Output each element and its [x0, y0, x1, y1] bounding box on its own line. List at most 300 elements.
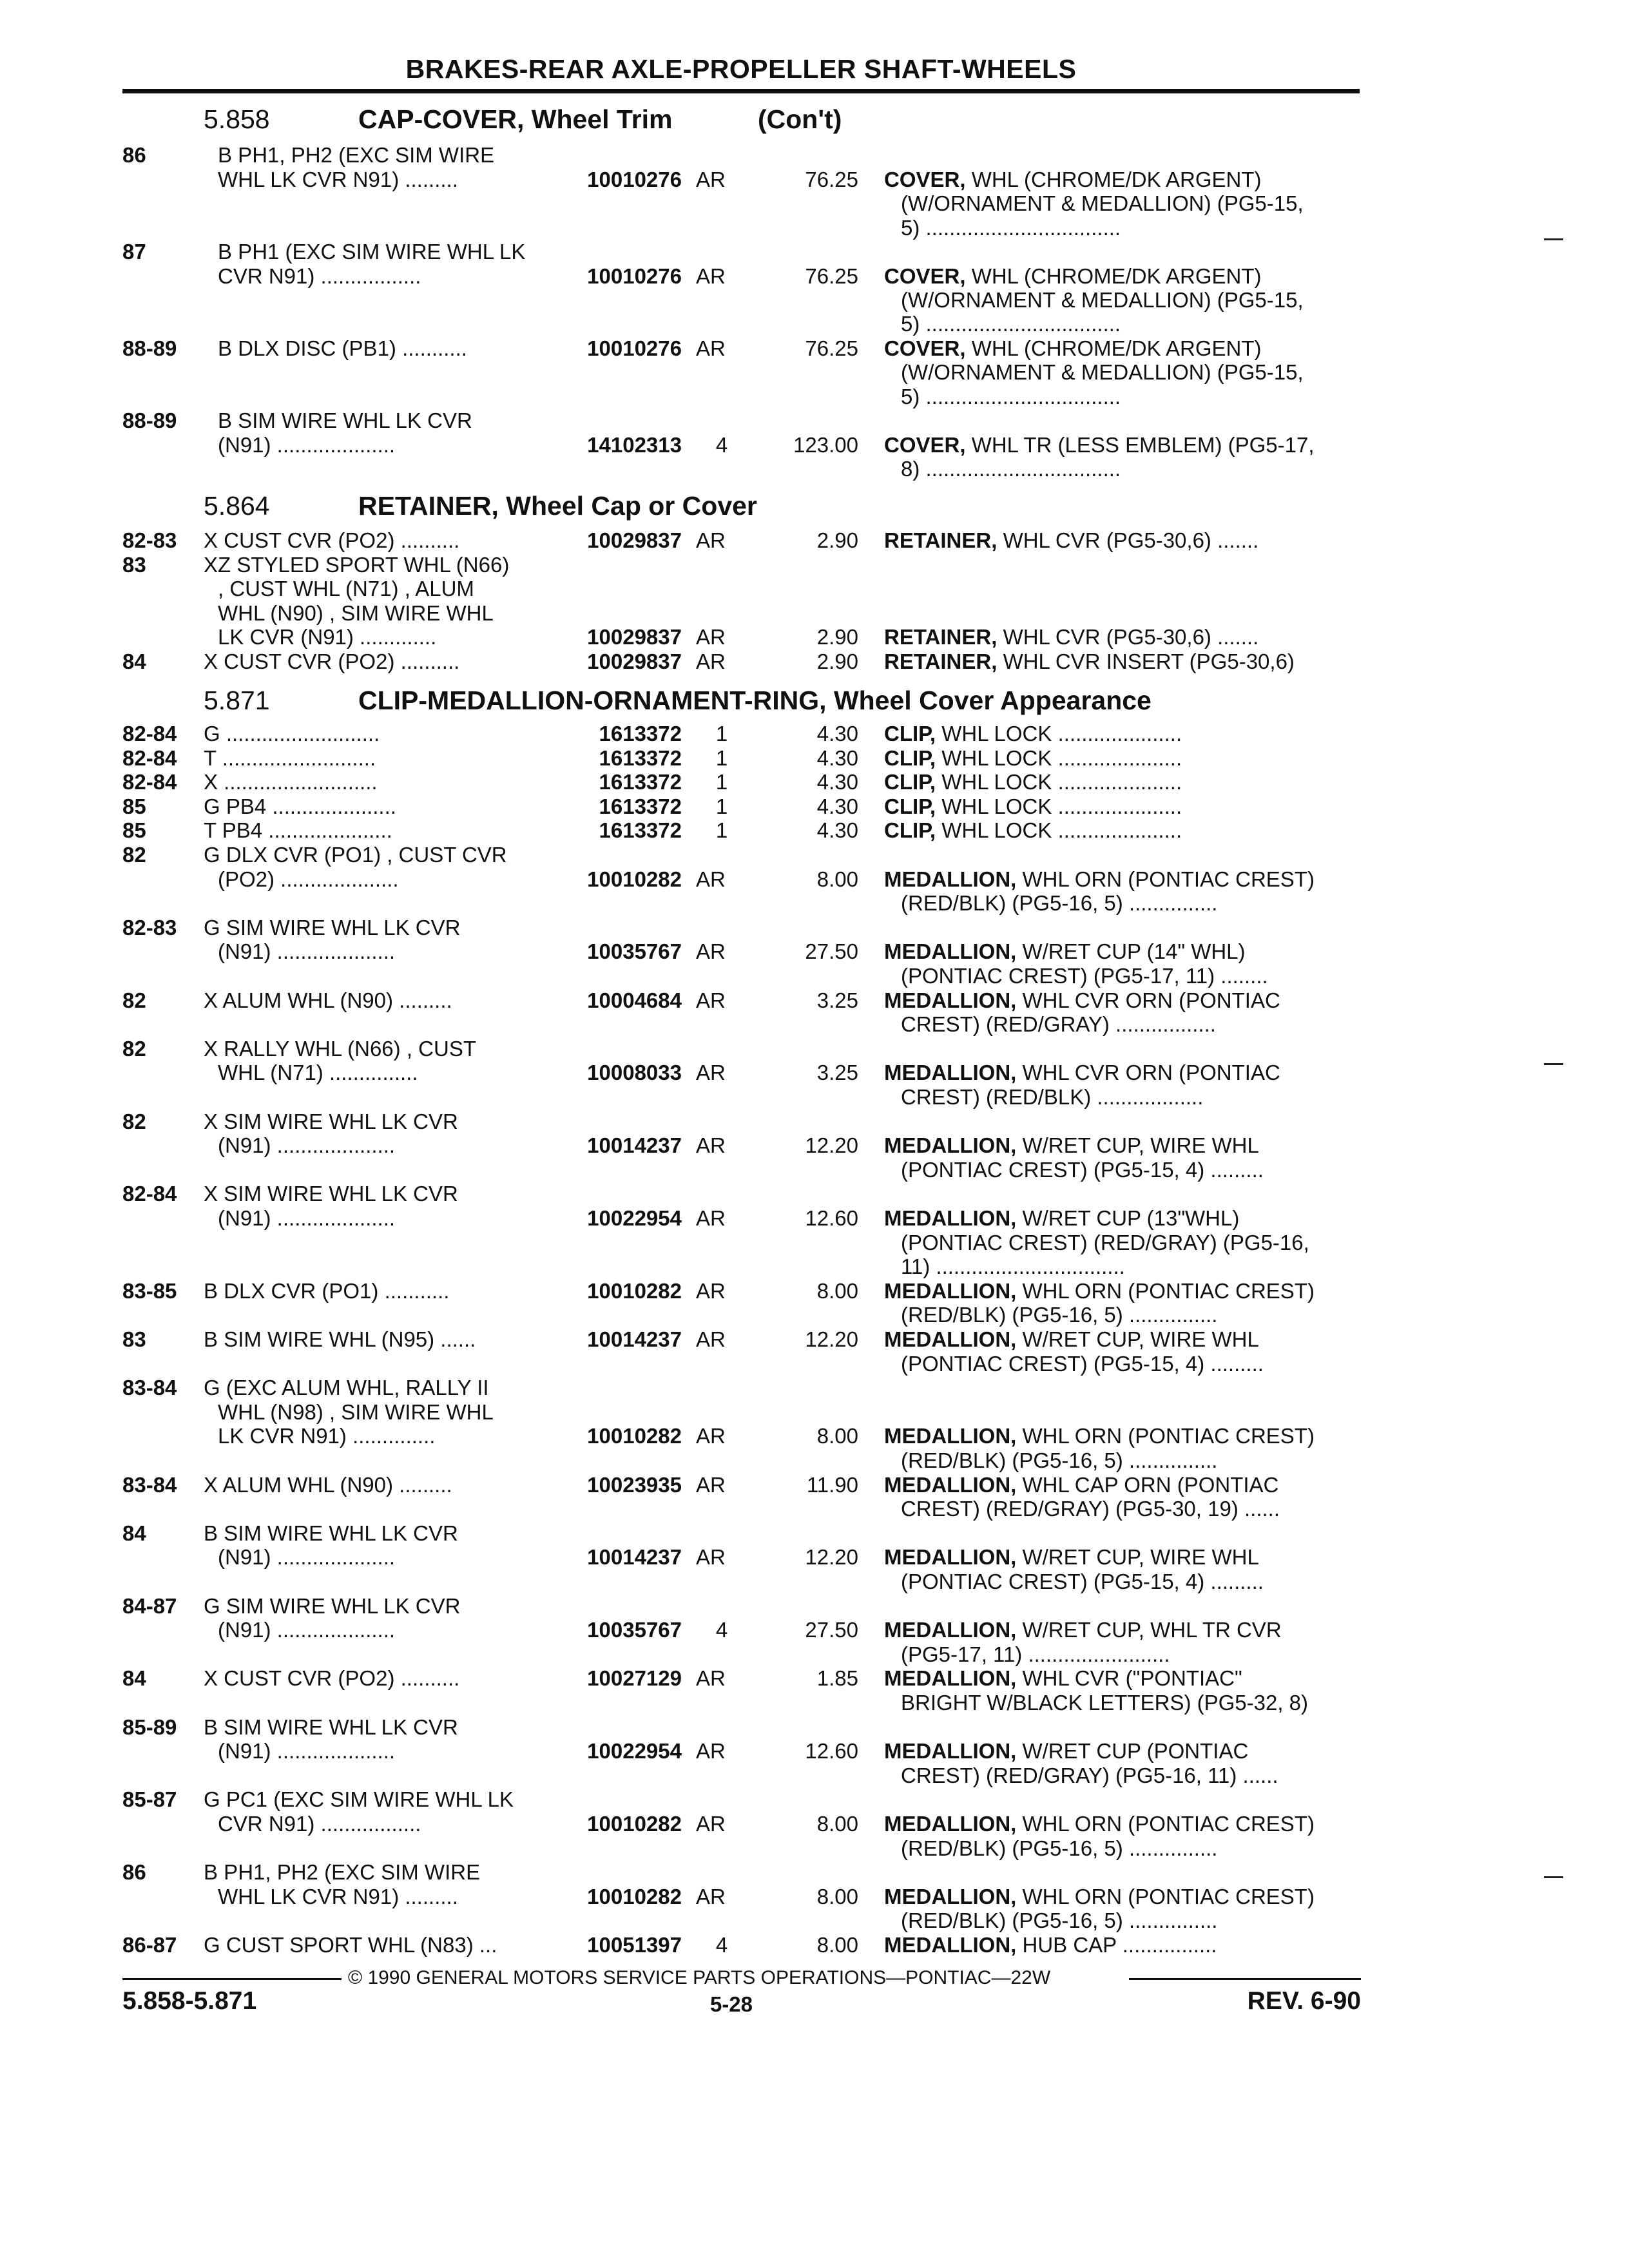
description-keyword: MEDALLION, — [884, 1206, 1017, 1230]
description-keyword: MEDALLION, — [884, 1933, 1017, 1957]
quantity: AR — [696, 1885, 726, 1908]
description-continued: (PONTIAC CREST) (PG5-15, 4) ......... — [901, 1352, 1264, 1376]
price: 2.90 — [816, 649, 858, 673]
table-row — [0, 1908, 1629, 1933]
model-years: 88-89 — [122, 336, 177, 360]
table-row — [0, 722, 1629, 746]
description-keyword: COVER, — [884, 336, 966, 360]
part-number: 10010276 — [587, 168, 682, 191]
description-keyword: COVER, — [884, 168, 966, 191]
table-row — [0, 1521, 1629, 1546]
section-title: CAP-COVER, Wheel Trim — [358, 104, 673, 134]
application: X SIM WIRE WHL LK CVR — [204, 1182, 458, 1206]
table-row — [0, 1666, 1629, 1691]
description-continued: (PONTIAC CREST) (PG5-17, 11) ........ — [901, 964, 1268, 988]
quantity: 4 — [715, 433, 728, 457]
table-row — [0, 168, 1629, 192]
description-keyword: CLIP, — [884, 770, 936, 794]
part-number: 1613372 — [599, 770, 682, 794]
description-continued: BRIGHT W/BLACK LETTERS) (PG5-32, 8) — [901, 1691, 1309, 1715]
part-number: 10029837 — [587, 528, 682, 552]
price: 4.30 — [816, 722, 858, 745]
page-title: BRAKES-REAR AXLE-PROPELLER SHAFT-WHEELS — [405, 54, 1077, 84]
description-text: W/RET CUP, WIRE WHL — [1016, 1545, 1259, 1569]
description-text: WHL CVR (PG5-30,6) ....... — [997, 625, 1259, 649]
application: (N91) .................... — [218, 1133, 396, 1157]
description-text: WHL ORN (PONTIAC CREST) — [1016, 1424, 1315, 1448]
table-row — [0, 433, 1629, 457]
description-keyword: MEDALLION, — [884, 1666, 1017, 1690]
price: 8.00 — [816, 1885, 858, 1908]
description-text: WHL ORN (PONTIAC CREST) — [1016, 1812, 1315, 1836]
description — [884, 1933, 1361, 1957]
table-row — [0, 1570, 1629, 1594]
description-continued: (PONTIAC CREST) (PG5-15, 4) ......... — [901, 1570, 1264, 1593]
price: 3.25 — [816, 1061, 858, 1084]
description — [884, 722, 1361, 746]
table-row — [0, 1836, 1629, 1861]
part-number: 10010276 — [587, 264, 682, 288]
margin-tick — [1544, 1063, 1563, 1065]
application: T PB4 ..................... — [204, 818, 392, 842]
application: X ALUM WHL (N90) ......... — [204, 988, 452, 1012]
application: (PO2) .................... — [218, 867, 399, 891]
model-years: 88-89 — [122, 408, 177, 432]
part-number: 1613372 — [599, 722, 682, 745]
application: B DLX DISC (PB1) ........... — [218, 336, 467, 360]
quantity: AR — [696, 336, 726, 360]
description-text: HUB CAP ................ — [1016, 1933, 1217, 1957]
description-continued: (PG5-17, 11) ........................ — [901, 1642, 1170, 1666]
description-text: WHL CVR ORN (PONTIAC — [1016, 988, 1280, 1012]
model-years: 83 — [122, 1327, 146, 1351]
description-continued: (RED/BLK) (PG5-16, 5) ............... — [901, 1836, 1218, 1860]
description — [884, 1618, 1361, 1642]
description-continued: (W/ORNAMENT & MEDALLION) (PG5-15, — [901, 191, 1304, 215]
quantity: AR — [696, 625, 726, 649]
table-row — [0, 794, 1629, 819]
application: X CUST CVR (PO2) .......... — [204, 649, 460, 673]
model-years: 84-87 — [122, 1594, 177, 1618]
table-row — [0, 1860, 1629, 1885]
application: LK CVR N91) .............. — [218, 1424, 436, 1448]
section-number: 5.858 — [204, 104, 270, 134]
part-number: 10010282 — [587, 1279, 682, 1303]
quantity: AR — [696, 168, 726, 191]
quantity: 1 — [715, 746, 728, 770]
footer-page-number: 5-28 — [709, 1992, 753, 2016]
description — [884, 649, 1361, 674]
price: 12.20 — [805, 1545, 858, 1569]
quantity: AR — [696, 1473, 726, 1497]
description-keyword: CLIP, — [884, 746, 936, 770]
table-row — [0, 457, 1629, 481]
table-row — [0, 1012, 1629, 1037]
description — [884, 1739, 1361, 1763]
description-continued: CREST) (RED/GRAY) (PG5-30, 19) ...... — [901, 1497, 1280, 1521]
description-text: W/RET CUP, WIRE WHL — [1016, 1133, 1259, 1157]
table-row — [0, 601, 1629, 626]
description-keyword: MEDALLION, — [884, 1473, 1017, 1497]
part-number: 10014237 — [587, 1133, 682, 1157]
description-text: WHL CAP ORN (PONTIAC — [1016, 1473, 1279, 1497]
description-keyword: RETAINER, — [884, 528, 998, 552]
table-row — [0, 1763, 1629, 1788]
table-row — [0, 1061, 1629, 1085]
part-number: 14102313 — [587, 433, 682, 457]
quantity: AR — [696, 1061, 726, 1084]
footer-section-range: 5.858-5.871 — [122, 1987, 257, 2015]
table-row — [0, 312, 1629, 336]
quantity: AR — [696, 1133, 726, 1157]
section-continued: (Con't) — [758, 104, 842, 134]
table-row — [0, 216, 1629, 240]
description — [884, 1424, 1361, 1448]
application: G PC1 (EXC SIM WIRE WHL LK — [204, 1787, 514, 1811]
table-row — [0, 1303, 1629, 1327]
table-row — [0, 770, 1629, 794]
description-keyword: MEDALLION, — [884, 1739, 1017, 1763]
application: B SIM WIRE WHL (N95) ...... — [204, 1327, 476, 1351]
description — [884, 433, 1361, 457]
table-row — [0, 1933, 1629, 1957]
table-row — [0, 577, 1629, 601]
description — [884, 264, 1361, 289]
table-row — [0, 528, 1629, 553]
description-keyword: MEDALLION, — [884, 1133, 1017, 1157]
table-row — [0, 1448, 1629, 1473]
application: (N91) .................... — [218, 1545, 396, 1569]
table-row — [0, 1594, 1629, 1619]
model-years: 83 — [122, 553, 146, 577]
table-row — [0, 1691, 1629, 1715]
model-years: 86-87 — [122, 1933, 177, 1957]
quantity: AR — [696, 988, 726, 1012]
table-row — [0, 625, 1629, 649]
application: X SIM WIRE WHL LK CVR — [204, 1110, 458, 1133]
description-continued: 5) ................................. — [901, 312, 1121, 336]
part-number: 10010282 — [587, 1885, 682, 1908]
application: X CUST CVR (PO2) .......... — [204, 528, 460, 552]
application: WHL (N98) , SIM WIRE WHL — [218, 1400, 494, 1424]
section-heading — [204, 684, 1152, 716]
description-text: W/RET CUP (PONTIAC — [1016, 1739, 1249, 1763]
table-row — [0, 1473, 1629, 1497]
part-number: 10022954 — [587, 1739, 682, 1763]
table-row — [0, 1279, 1629, 1303]
application: B PH1, PH2 (EXC SIM WIRE — [218, 143, 495, 167]
description-continued: (RED/BLK) (PG5-16, 5) ............... — [901, 1908, 1218, 1932]
quantity: 1 — [715, 794, 728, 818]
application: XZ STYLED SPORT WHL (N66) — [204, 553, 510, 577]
description — [884, 1279, 1361, 1303]
description-text: WHL CVR ORN (PONTIAC — [1016, 1061, 1280, 1084]
application: G .......................... — [204, 722, 380, 745]
application: WHL LK CVR N91) ......... — [218, 1885, 458, 1908]
section-title: RETAINER, Wheel Cap or Cover — [358, 491, 757, 521]
description-continued: CREST) (RED/GRAY) (PG5-16, 11) ...... — [901, 1763, 1278, 1787]
table-row — [0, 891, 1629, 916]
model-years: 82-84 — [122, 746, 177, 770]
description-text: WHL ORN (PONTIAC CREST) — [1016, 1885, 1315, 1908]
application: X ALUM WHL (N90) ......... — [204, 1473, 452, 1497]
margin-tick — [1544, 1876, 1563, 1878]
quantity: AR — [696, 1424, 726, 1448]
application: X .......................... — [204, 770, 378, 794]
description-text: WHL (CHROME/DK ARGENT) — [965, 336, 1262, 360]
application: T .......................... — [204, 746, 376, 770]
description-keyword: MEDALLION, — [884, 1885, 1017, 1908]
description-keyword: MEDALLION, — [884, 1618, 1017, 1642]
model-years: 83-84 — [122, 1473, 177, 1497]
section-number: 5.864 — [204, 491, 270, 521]
description — [884, 939, 1361, 964]
description-text: W/RET CUP, WIRE WHL — [1016, 1327, 1259, 1351]
section-title: CLIP-MEDALLION-ORNAMENT-RING, Wheel Cover Appearance — [358, 686, 1152, 715]
description-text: W/RET CUP (13"WHL) — [1016, 1206, 1240, 1230]
model-years: 84 — [122, 649, 146, 673]
description-text: WHL CVR INSERT (PG5-30,6) — [997, 649, 1295, 673]
price: 2.90 — [816, 528, 858, 552]
quantity: 4 — [715, 1618, 728, 1642]
description — [884, 818, 1361, 843]
quantity: AR — [696, 1327, 726, 1351]
description-text: WHL CVR (PG5-30,6) ....... — [997, 528, 1259, 552]
description-text: WHL (CHROME/DK ARGENT) — [965, 168, 1262, 191]
model-years: 82-84 — [122, 1182, 177, 1206]
quantity: AR — [696, 1206, 726, 1230]
part-number: 10010282 — [587, 1424, 682, 1448]
table-row — [0, 818, 1629, 843]
description — [884, 770, 1361, 794]
table-row — [0, 964, 1629, 988]
table-row — [0, 385, 1629, 409]
description — [884, 336, 1361, 361]
model-years: 86 — [122, 143, 146, 167]
table-row — [0, 553, 1629, 577]
table-row — [0, 1037, 1629, 1061]
quantity: AR — [696, 1666, 726, 1690]
description-continued: 5) ................................. — [901, 385, 1121, 408]
application: G CUST SPORT WHL (N83) ... — [204, 1933, 497, 1957]
quantity: AR — [696, 649, 726, 673]
model-years: 85-89 — [122, 1715, 177, 1739]
description-keyword: RETAINER, — [884, 649, 998, 673]
table-row — [0, 1182, 1629, 1206]
description-text: WHL TR (LESS EMBLEM) (PG5-17, — [965, 433, 1315, 457]
part-number: 1613372 — [599, 746, 682, 770]
description-continued: CREST) (RED/BLK) .................. — [901, 1085, 1204, 1109]
table-row — [0, 1787, 1629, 1812]
table-row — [0, 264, 1629, 289]
model-years: 85 — [122, 818, 146, 842]
application: G SIM WIRE WHL LK CVR — [204, 916, 461, 939]
description-text: WHL LOCK ..................... — [936, 818, 1182, 842]
table-row — [0, 1110, 1629, 1134]
quantity: AR — [696, 1279, 726, 1303]
description-keyword: MEDALLION, — [884, 1812, 1017, 1836]
part-number: 10035767 — [587, 939, 682, 963]
description-text: WHL CVR ("PONTIAC" — [1016, 1666, 1242, 1690]
price: 12.20 — [805, 1327, 858, 1351]
description-continued: (RED/BLK) (PG5-16, 5) ............... — [901, 1303, 1218, 1327]
price: 8.00 — [816, 1279, 858, 1303]
description-keyword: COVER, — [884, 433, 966, 457]
table-row — [0, 988, 1629, 1013]
table-row — [0, 143, 1629, 168]
table-row — [0, 843, 1629, 867]
application: B SIM WIRE WHL LK CVR — [204, 1521, 458, 1545]
price: 76.25 — [805, 168, 858, 191]
application: B SIM WIRE WHL LK CVR — [218, 408, 472, 432]
quantity: AR — [696, 1545, 726, 1569]
part-number: 10029837 — [587, 625, 682, 649]
model-years: 82-84 — [122, 722, 177, 745]
application: WHL LK CVR N91) ......... — [218, 168, 458, 191]
quantity: AR — [696, 939, 726, 963]
description-keyword: COVER, — [884, 264, 966, 288]
description-keyword: MEDALLION, — [884, 1061, 1017, 1084]
header-rule — [122, 89, 1360, 93]
description — [884, 1812, 1361, 1836]
description-continued: (RED/BLK) (PG5-16, 5) ............... — [901, 891, 1218, 915]
quantity: AR — [696, 528, 726, 552]
application: B PH1 (EXC SIM WIRE WHL LK — [218, 240, 526, 264]
price: 2.90 — [816, 625, 858, 649]
application: (N91) .................... — [218, 1618, 396, 1642]
description-text: W/RET CUP (14" WHL) — [1016, 939, 1246, 963]
quantity: 1 — [715, 722, 728, 745]
price: 12.20 — [805, 1133, 858, 1157]
description — [884, 168, 1361, 192]
model-years: 82 — [122, 988, 146, 1012]
application: B DLX CVR (PO1) ........... — [204, 1279, 450, 1303]
part-number: 1613372 — [599, 794, 682, 818]
table-row — [0, 1133, 1629, 1158]
part-number: 10051397 — [587, 1933, 682, 1957]
description-continued: 5) ................................. — [901, 216, 1121, 240]
description-continued: 8) ................................. — [901, 457, 1121, 481]
quantity: AR — [696, 264, 726, 288]
application: (N91) .................... — [218, 433, 396, 457]
table-row — [0, 408, 1629, 433]
table-row — [0, 1642, 1629, 1667]
model-years: 85 — [122, 794, 146, 818]
part-number: 10035767 — [587, 1618, 682, 1642]
price: 4.30 — [816, 746, 858, 770]
price: 123.00 — [793, 433, 858, 457]
description-text: WHL LOCK ..................... — [936, 770, 1182, 794]
table-row — [0, 191, 1629, 216]
part-number: 10010276 — [587, 336, 682, 360]
price: 8.00 — [816, 867, 858, 891]
price: 27.50 — [805, 1618, 858, 1642]
application: CVR N91) ................. — [218, 264, 421, 288]
table-row — [0, 1231, 1629, 1255]
model-years: 83-85 — [122, 1279, 177, 1303]
table-row — [0, 1497, 1629, 1521]
description-continued: CREST) (RED/GRAY) ................. — [901, 1012, 1216, 1036]
description-text: WHL LOCK ..................... — [936, 746, 1182, 770]
application: B PH1, PH2 (EXC SIM WIRE — [204, 1860, 481, 1884]
description-keyword: MEDALLION, — [884, 1279, 1017, 1303]
application: WHL (N71) ............... — [218, 1061, 418, 1084]
description-keyword: MEDALLION, — [884, 939, 1017, 963]
description-keyword: CLIP, — [884, 722, 936, 745]
table-row — [0, 1327, 1629, 1352]
price: 11.90 — [806, 1473, 858, 1497]
model-years: 82 — [122, 843, 146, 867]
description-continued: (PONTIAC CREST) (RED/GRAY) (PG5-16, — [901, 1231, 1309, 1254]
part-number: 10014237 — [587, 1545, 682, 1569]
footer-revision: REV. 6-90 — [1247, 1987, 1361, 2015]
description-text: WHL ORN (PONTIAC CREST) — [1016, 1279, 1315, 1303]
description-keyword: RETAINER, — [884, 625, 998, 649]
table-row — [0, 1424, 1629, 1448]
description-keyword: MEDALLION, — [884, 1424, 1017, 1448]
price: 8.00 — [816, 1933, 858, 1957]
application: (N91) .................... — [218, 939, 396, 963]
description — [884, 867, 1361, 892]
table-row — [0, 1376, 1629, 1400]
price: 12.60 — [805, 1739, 858, 1763]
table-row — [0, 867, 1629, 892]
table-row — [0, 1085, 1629, 1110]
table-row — [0, 336, 1629, 361]
table-row — [0, 746, 1629, 771]
description-keyword: MEDALLION, — [884, 988, 1017, 1012]
part-number: 10004684 — [587, 988, 682, 1012]
table-row — [0, 939, 1629, 964]
footer-copyright: © 1990 GENERAL MOTORS SERVICE PARTS OPERATIONS—PONTIAC—22W — [348, 1967, 1051, 1988]
footer-rule — [1129, 1978, 1361, 1980]
description-continued: (RED/BLK) (PG5-16, 5) ............... — [901, 1448, 1218, 1472]
quantity: 4 — [715, 1933, 728, 1957]
price: 12.60 — [805, 1206, 858, 1230]
description — [884, 794, 1361, 819]
description-keyword: MEDALLION, — [884, 1327, 1017, 1351]
description-text: WHL LOCK ..................... — [936, 722, 1182, 745]
description-text: WHL LOCK ..................... — [936, 794, 1182, 818]
table-row — [0, 1206, 1629, 1231]
part-number: 10029837 — [587, 649, 682, 673]
price: 76.25 — [805, 336, 858, 360]
description — [884, 988, 1361, 1013]
application: G SIM WIRE WHL LK CVR — [204, 1594, 461, 1618]
price: 76.25 — [805, 264, 858, 288]
price: 8.00 — [816, 1812, 858, 1836]
part-number: 10010282 — [587, 867, 682, 891]
table-row — [0, 240, 1629, 264]
description-keyword: CLIP, — [884, 818, 936, 842]
model-years: 82-83 — [122, 916, 177, 939]
table-row — [0, 1618, 1629, 1642]
table-row — [0, 1400, 1629, 1425]
section-heading — [204, 103, 842, 135]
description-keyword: CLIP, — [884, 794, 936, 818]
description-continued: (PONTIAC CREST) (PG5-15, 4) ......... — [901, 1158, 1264, 1182]
model-years: 83-84 — [122, 1376, 177, 1399]
price: 1.85 — [816, 1666, 858, 1690]
price: 8.00 — [816, 1424, 858, 1448]
part-number: 10023935 — [587, 1473, 682, 1497]
part-number: 10014237 — [587, 1327, 682, 1351]
model-years: 82 — [122, 1110, 146, 1133]
part-number: 10027129 — [587, 1666, 682, 1690]
model-years: 87 — [122, 240, 146, 264]
application: WHL (N90) , SIM WIRE WHL — [218, 601, 494, 625]
description-keyword: MEDALLION, — [884, 1545, 1017, 1569]
